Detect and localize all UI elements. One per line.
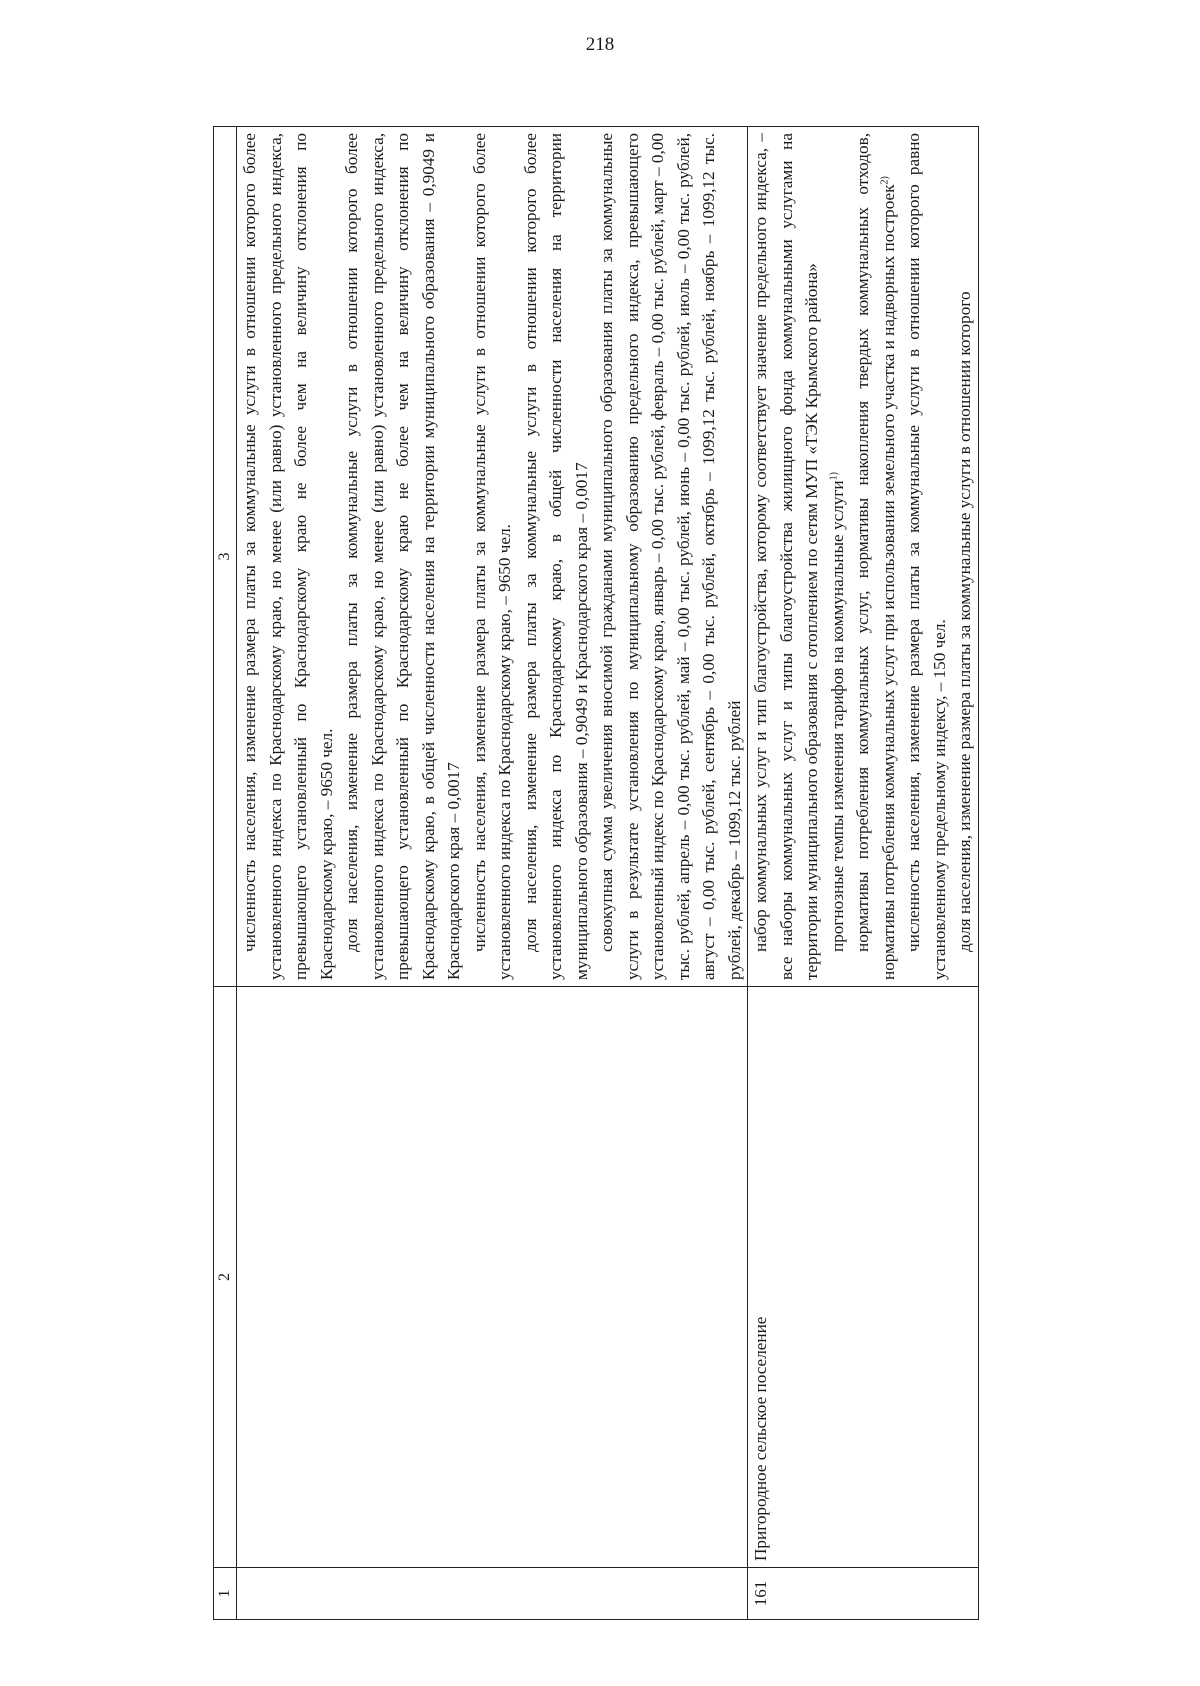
tariff-table [213,126,979,1620]
paragraph: численность населения, изменение размера платы за коммунальные услуги в отношении которого более установленного индекса по Краснодарскому краю, – 9650 чел. [469,133,514,980]
paragraph: доля населения, изменение размера платы за коммунальные услуги в отношении которого [955,291,974,952]
row-number: 161 [748,1568,979,1620]
paragraph: набор коммунальных услуг и тип благоустройства, которому соответствует значение предельного индекса, – все наборы коммунальных услуг и типы благоустройства жилищного фонда коммунальными услугами на территории муниципального образования с отоплением по сетям МУП «ТЭК Крымского района» [751,133,821,980]
rotated-table [213,126,1105,1620]
header-col-2: 2 [214,987,237,1568]
footnote-mark: 2) [878,176,890,185]
paragraph: совокупная сумма увеличения вносимой гражданами муниципального образования платы за коммунальные услуги в результате установления по муниципальному образованию предельного индекса, превышающего установленный индекс по Краснодарскому краю, январь – 0,00 тыс. рублей, февраль – 0,00 тыс. рублей, март – 0,00 тыс. рублей, апрель – 0,00 тыс. рублей, май – 0,00 тыс. рублей, июнь – 0,00 тыс. рублей, июль – 0,00 тыс. рублей, август – 0,00 тыс. рублей, сентябрь – 0,00 тыс. рублей, октябрь – 1099,12 тыс. рублей, ноябрь – 1099,12 тыс. рублей, декабрь – 1099,12 тыс. рублей [597,133,744,980]
header-col-1: 1 [214,1568,237,1620]
header-col-3: 3 [214,127,237,987]
header-row [214,127,237,1620]
paragraph: численность населения, изменение размера платы за коммунальные услуги в отношении которого более установленного индекса по Краснодарскому краю, но менее (или равно) установленного предельного индекса, превышающего установленный по Краснодарскому краю не более чем на величину отклонения по Краснодарскому краю, – 9650 чел. [240,133,336,980]
municipality-name: Пригородное сельское поселение [748,987,979,1568]
table-row-161 [748,127,979,1620]
cell-indicators [748,127,979,987]
paragraph [825,133,851,980]
paragraph [850,133,901,980]
cell-number [237,1568,748,1620]
cell-indicators [237,127,748,987]
page-number: 218 [585,34,615,55]
paragraph-text: нормативы потребления коммунальных услуг, нормативы накопления твердых коммунальных отходов, нормативы потребления коммунальных услуг при использовании земельного участка и надворных построек [853,133,898,980]
table-row-continuation [237,127,748,1620]
paragraph: численность населения, изменение размера платы за коммунальные услуги в отношении которого равно установленному предельному индексу, – 150 чел. [904,133,949,980]
paragraph: доля населения, изменение размера платы за коммунальные услуги в отношении которого более установленного индекса по Краснодарскому краю, но менее (или равно) установленного предельного индекса, превышающего установленный по Краснодарскому краю не более чем на величину отклонения по Краснодарскому краю, в общей численности населения на территории муниципального образования – 0,9049 и Краснодарского края – 0,0017 [342,133,463,980]
footnote-mark: 1) [827,472,839,481]
paragraph-text: прогнозные темпы изменения тарифов на коммунальные услуги [827,480,847,952]
cell-municipality [237,987,748,1568]
paragraph: доля населения, изменение размера платы за коммунальные услуги в отношении которого более установленного индекса по Краснодарскому краю, в общей численности населения на территории муниципального образования – 0,9049 и Краснодарского края – 0,0017 [520,133,591,980]
